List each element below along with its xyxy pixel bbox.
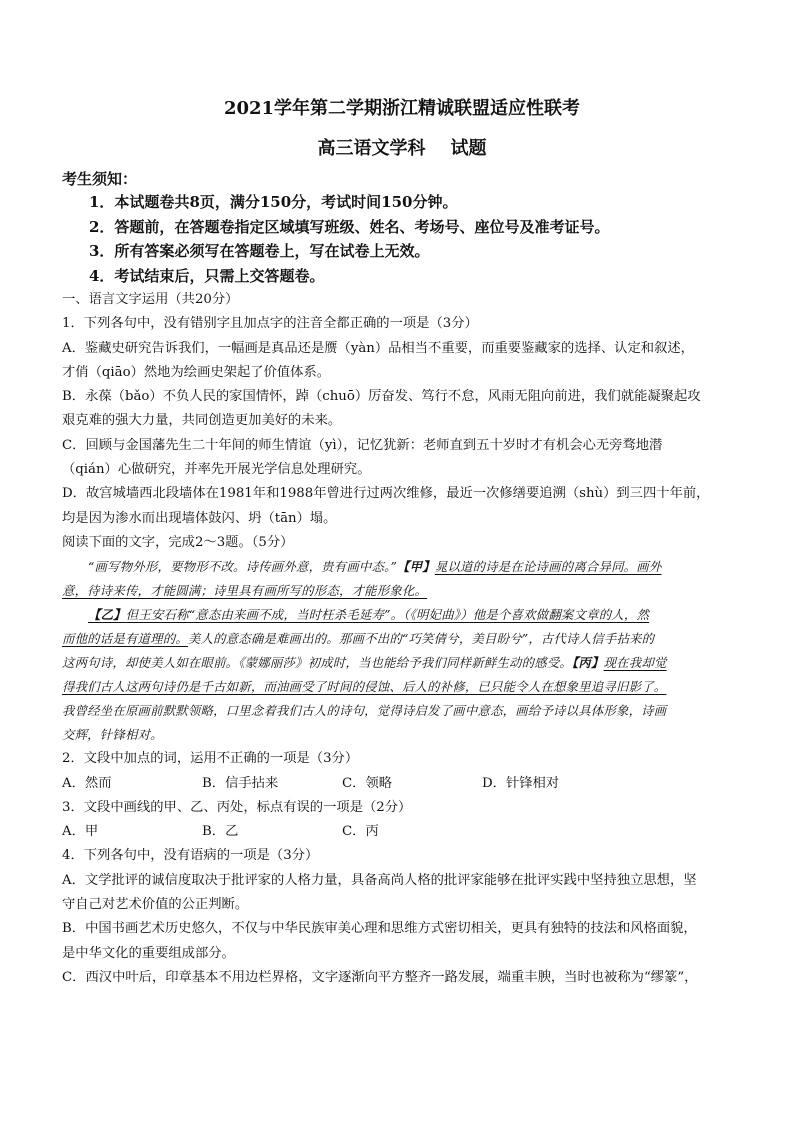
q2-options — [62, 772, 742, 796]
notice-heading: 考生须知： — [62, 170, 138, 188]
reading-intro: 阅读下面的文字，完成2～3题。（5分） — [62, 534, 294, 550]
passage-text: 我曾经坐在原画前默默领略，口里念着我们古人的诗句，觉得诗启发了画中意态，画给予诗以具体形象，诗画 — [62, 703, 667, 719]
q3-option-a: A．甲 — [62, 824, 99, 840]
q1-option-b-cont: 艰克难的强大力量，共同创造更加美好的未来。 — [62, 413, 342, 429]
q3-options — [62, 820, 742, 844]
q3-option-c: C．丙 — [342, 824, 379, 840]
underlined-jia-cont: 意，待诗来传，才能圆满；诗里具有画所写的形态，才能形象化。 — [62, 583, 428, 599]
q4-option-a-cont: 守自己对艺术价值的公正判断。 — [62, 897, 249, 913]
q1-option-a-cont: 才俏（qiāo）然地为绘画史架起了价值体系。 — [62, 364, 331, 380]
underlined-yi-cont: 而他的话是有道理的。 — [62, 631, 188, 647]
passage-line — [62, 651, 742, 675]
passage-text: 这两句诗，却使美人如在眼前。《蒙娜丽莎》初成时，当也能给予我们同样新鲜生动的感受。 — [62, 655, 573, 671]
mark-bing: 【丙】 — [572, 655, 604, 671]
underlined-bing-cont: 得我们古人这两句诗仍是千古如新，而油画受了时间的侵蚀、后人的补修，已只能令人在想象里追寻旧影了。 — [62, 679, 667, 695]
q1-option-c-cont: （qián）心做研究，并率先开展光学信息处理研究。 — [62, 462, 371, 478]
q2-option-d: D．针锋相对 — [482, 775, 560, 791]
question-2-stem: 2．文段中加点的词，运用不正确的一项是（3分） — [62, 751, 359, 767]
q2-option-b: B．信手拈来 — [202, 775, 279, 791]
q3-option-b: B．乙 — [202, 824, 239, 840]
passage-text: 交辉，针锋相对。 — [62, 727, 163, 743]
mark-jia: 【甲】 — [397, 559, 435, 575]
exam-subtitle: 高三语文学科 试题 — [317, 138, 487, 159]
question-4-stem: 4．下列各句中，没有语病的一项是（3分） — [62, 848, 319, 864]
passage-text: 美人的意态确是难画出的。那画不出的“巧笑倩兮，美目盼兮”，古代诗人信手拈来的 — [187, 631, 655, 647]
q4-option-c: C．西汉中叶后，印章基本不用边栏界格，文字逐渐向平方整齐一路发展，端重丰腴，当时也被称为“缪篆”， — [62, 969, 698, 985]
q4-option-b-cont: 是中华文化的重要组成部分。 — [62, 945, 235, 961]
notice-item: 4．考试结束后，只需上交答题卷。 — [89, 266, 325, 285]
passage-line — [62, 627, 742, 651]
underlined-yi: 但王安石称“意态由来画不成，当时枉杀毛延寿”。（《明妃曲》）他是个喜欢做翻案文章的人，然 — [125, 607, 650, 623]
section-heading: 一、语言文字运用（共20分） — [62, 292, 239, 307]
underlined-bing: 现在我却觉 — [603, 655, 667, 671]
passage-line — [62, 699, 742, 723]
notice-item: 3．所有答案必须写在答题卷上，写在试卷上无效。 — [89, 242, 430, 260]
q1-option-d-cont: 均是因为渗水而出现墙体鼓闪、坍（tān）塌。 — [62, 510, 337, 526]
reading-passage — [62, 555, 742, 747]
passage-text: “画写物外形，要物形不改。诗传画外意，贵有画中态。” — [88, 559, 398, 575]
exam-title: 2021学年第二学期浙江精诚联盟适应性联考 — [223, 98, 581, 119]
q2-option-c: C．领略 — [342, 775, 393, 791]
mark-yi: 【乙】 — [88, 607, 126, 623]
notice-item: 1．本试题卷共8页，满分150分，考试时间150分钟。 — [89, 193, 458, 211]
passage-line — [62, 579, 742, 603]
passage-line — [62, 603, 742, 627]
q4-option-b: B．中国书画艺术历史悠久，不仅与中华民族审美心理和思维方式密切相关，更具有独特的技法和风格面貌， — [62, 921, 697, 937]
notice-item: 2．答题前，在答题卷指定区域填写班级、姓名、考场号、座位号及准考证号。 — [89, 217, 610, 236]
question-3-stem: 3．文段中画线的甲、乙、丙处，标点有误的一项是（2分） — [62, 799, 412, 815]
passage-line — [62, 555, 742, 579]
q1-option-d: D．故宫城墙西北段墙体在1981年和1988年曾进行过两次维修，最近一次修缮要追溯（shù）到三四十年前， — [62, 486, 710, 502]
q1-option-c: C．回顾与金国藩先生二十年间的师生情谊（yì），记忆犹新：老师直到五十岁时才有机会心无旁骛地潜 — [62, 437, 663, 453]
q1-option-b: B．永葆（bǎo）不负人民的家国情怀，踔（chuō）厉奋发、笃行不怠，风雨无阻向前进，我们就能凝聚起攻 — [62, 389, 701, 405]
q4-option-a: A．文学批评的诚信度取决于批评家的人格力量，具备高尚人格的批评家能够在批评实践中坚持独立思想，坚 — [62, 872, 697, 888]
passage-line — [62, 723, 742, 747]
exam-page — [62, 96, 742, 990]
passage-line — [62, 675, 742, 699]
underlined-jia: 晁以道的诗是在论诗画的离合异同。画外 — [434, 559, 662, 575]
q1-option-a: A．鉴藏史研究告诉我们，一幅画是真品还是赝（yàn）品相当不重要，而重要鉴藏家的选择、认定和叙述， — [62, 340, 694, 356]
question-1-stem: 1．下列各句中，没有错别字且加点字的注音全都正确的一项是（3分） — [62, 316, 478, 332]
q2-option-a: A．然而 — [62, 775, 112, 791]
